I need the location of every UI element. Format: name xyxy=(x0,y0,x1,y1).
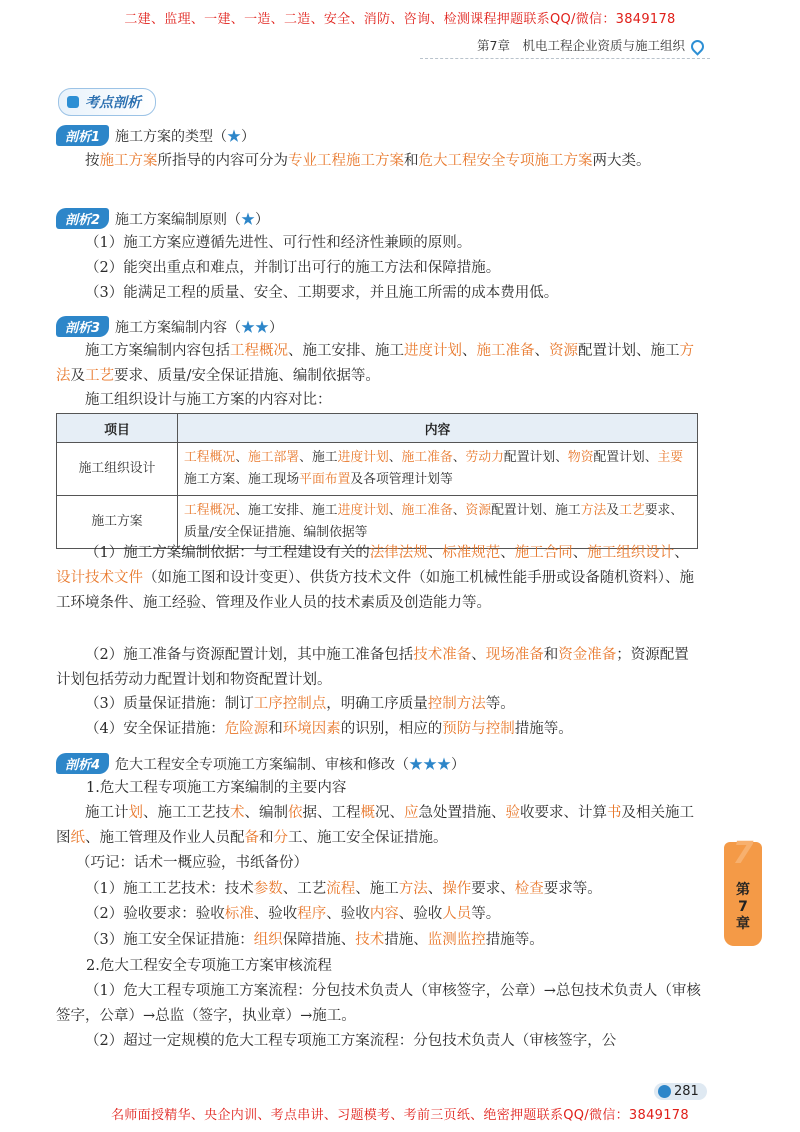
location-pin-icon xyxy=(688,37,706,55)
analysis-badge: 剖析3 xyxy=(56,316,109,337)
heading-text: 施工方案编制内容（ xyxy=(115,320,242,336)
lock-icon xyxy=(67,96,79,108)
table-header-row xyxy=(57,414,698,443)
star-icon: ★★★ xyxy=(409,757,452,773)
analysis-4-heading xyxy=(56,753,465,774)
chapter-header xyxy=(477,36,704,54)
heading-text: 危大工程安全专项施工方案编制、审核和修改（ xyxy=(115,757,410,773)
table-row xyxy=(57,443,698,496)
analysis-badge: 剖析2 xyxy=(56,208,109,229)
analysis-badge: 剖析1 xyxy=(56,125,109,146)
list-item: （2）超过一定规模的危大工程专项施工方案流程：分包技术负责人（审核签字，公 xyxy=(85,1033,617,1049)
section-tag xyxy=(58,88,156,116)
bottom-banner: 名师面授精华、央企内训、考点串讲、习题模考、考前三页纸、绝密押题联系QQ/微信：3849178 xyxy=(111,1108,689,1123)
page-number-text: 281 xyxy=(674,1084,699,1099)
analysis-2-heading xyxy=(56,208,269,229)
analysis-3-paragraph: 施工方案编制内容包括工程概况、施工安排、施工进度计划、施工准备、资源配置计划、施工方法及工艺要求、质量/安全保证措施、编制依据等。 xyxy=(56,343,694,384)
analysis-badge: 剖析4 xyxy=(56,753,109,774)
section-tag-label: 考点剖析 xyxy=(85,95,141,111)
list-item: （3）能满足工程的质量、安全、工期要求，并且施工所需的成本费用低。 xyxy=(85,285,559,301)
basis-paragraph: （1）施工方案编制依据：与工程建设有关的法律法规、标准规范、施工合同、施工组织设计、设计技术文件（如施工图和设计变更）、供货方技术文件（如施工机械性能手册或设备随机资料）、施工环境条件、施工经验、管理及作业人员的技术素质及创造能力等。 xyxy=(56,545,694,611)
heading-text: 施工方案编制原则（ xyxy=(115,212,242,228)
list-item: （1）危大工程专项施工方案流程：分包技术负责人（审核签字，公章）→总包技术负责人（审核签字，公章）→总监（签字，执业章）→施工。 xyxy=(56,983,701,1024)
chapter-title: 第7章 机电工程企业资质与施工组织 xyxy=(477,38,685,53)
heading-close: ） xyxy=(269,320,284,336)
arrow-icon xyxy=(658,1085,671,1098)
subsection-title: 1.危大工程专项施工方案编制的主要内容 xyxy=(86,780,347,796)
star-icon: ★★ xyxy=(241,320,270,336)
list-item: （2）能突出重点和难点，并制订出可行的施工方法和保障措施。 xyxy=(85,260,501,276)
list-item: （1）施工工艺技术：技术参数、工艺流程、施工方法、操作要求、检查要求等。 xyxy=(85,881,602,897)
heading-close: ） xyxy=(241,129,256,145)
table-cell-label: 施工组织设计 xyxy=(57,443,178,496)
chapter-side-tab xyxy=(724,836,762,946)
chapter-number: 7 xyxy=(732,836,754,871)
table-cell-content: 工程概况、施工安排、施工进度计划、施工准备、资源配置计划、施工方法及工艺要求、质量/安全保证措施、编制依据等 xyxy=(178,496,698,549)
heading-text: 施工方案的类型（ xyxy=(115,129,228,145)
mnemonic: （巧记：话术一概应验，书纸备份） xyxy=(76,855,308,871)
list-item: （1）施工方案应遵循先进性、可行性和经济性兼顾的原则。 xyxy=(85,235,472,251)
star-icon: ★ xyxy=(241,212,256,228)
star-icon: ★ xyxy=(227,129,242,145)
table-cell-content: 工程概况、施工部署、施工进度计划、施工准备、劳动力配置计划、物资配置计划、主要施工方案、施工现场平面布置及各项管理计划等 xyxy=(178,443,698,496)
subsection-title: 2.危大工程安全专项施工方案审核流程 xyxy=(86,958,332,974)
heading-close: ） xyxy=(451,757,466,773)
comparison-table xyxy=(56,413,698,549)
list-item: （3）施工安全保证措施：组织保障措施、技术措施、监测监控措施等。 xyxy=(85,932,544,948)
content-paragraph: 施工计划、施工工艺技术、编制依据、工程概况、应急处置措施、验收要求、计算书及相关施工图纸、施工管理及作业人员配备和分工、施工安全保证措施。 xyxy=(56,805,694,846)
analysis-1-heading xyxy=(56,125,255,146)
header-divider xyxy=(420,58,710,59)
analysis-3-heading xyxy=(56,316,283,337)
top-banner: 二建、监理、一建、一造、二造、安全、消防、咨询、检测课程押题联系QQ/微信：3849178 xyxy=(124,12,676,27)
safety-paragraph: （4）安全保证措施：危险源和环境因素的识别，相应的预防与控制措施等。 xyxy=(85,721,573,737)
page-number xyxy=(654,1083,707,1100)
column-header: 内容 xyxy=(178,414,698,443)
preparation-paragraph: （2）施工准备与资源配置计划，其中施工准备包括技术准备、现场准备和资金准备；资源配置计划包括劳动力配置计划和物资配置计划。 xyxy=(56,647,689,688)
chapter-tab-label: 第 7 章 xyxy=(736,882,750,932)
comparison-caption: 施工组织设计与施工方案的内容对比： xyxy=(85,392,332,408)
heading-close: ） xyxy=(255,212,270,228)
column-header: 项目 xyxy=(57,414,178,443)
quality-paragraph: （3）质量保证措施：制订工序控制点，明确工序质量控制方法等。 xyxy=(85,696,515,712)
list-item: （2）验收要求：验收标准、验收程序、验收内容、验收人员等。 xyxy=(85,906,501,922)
table-cell-label: 施工方案 xyxy=(57,496,178,549)
analysis-1-paragraph: 按施工方案所指导的内容可分为专业工程施工方案和危大工程安全专项施工方案两大类。 xyxy=(85,153,651,169)
